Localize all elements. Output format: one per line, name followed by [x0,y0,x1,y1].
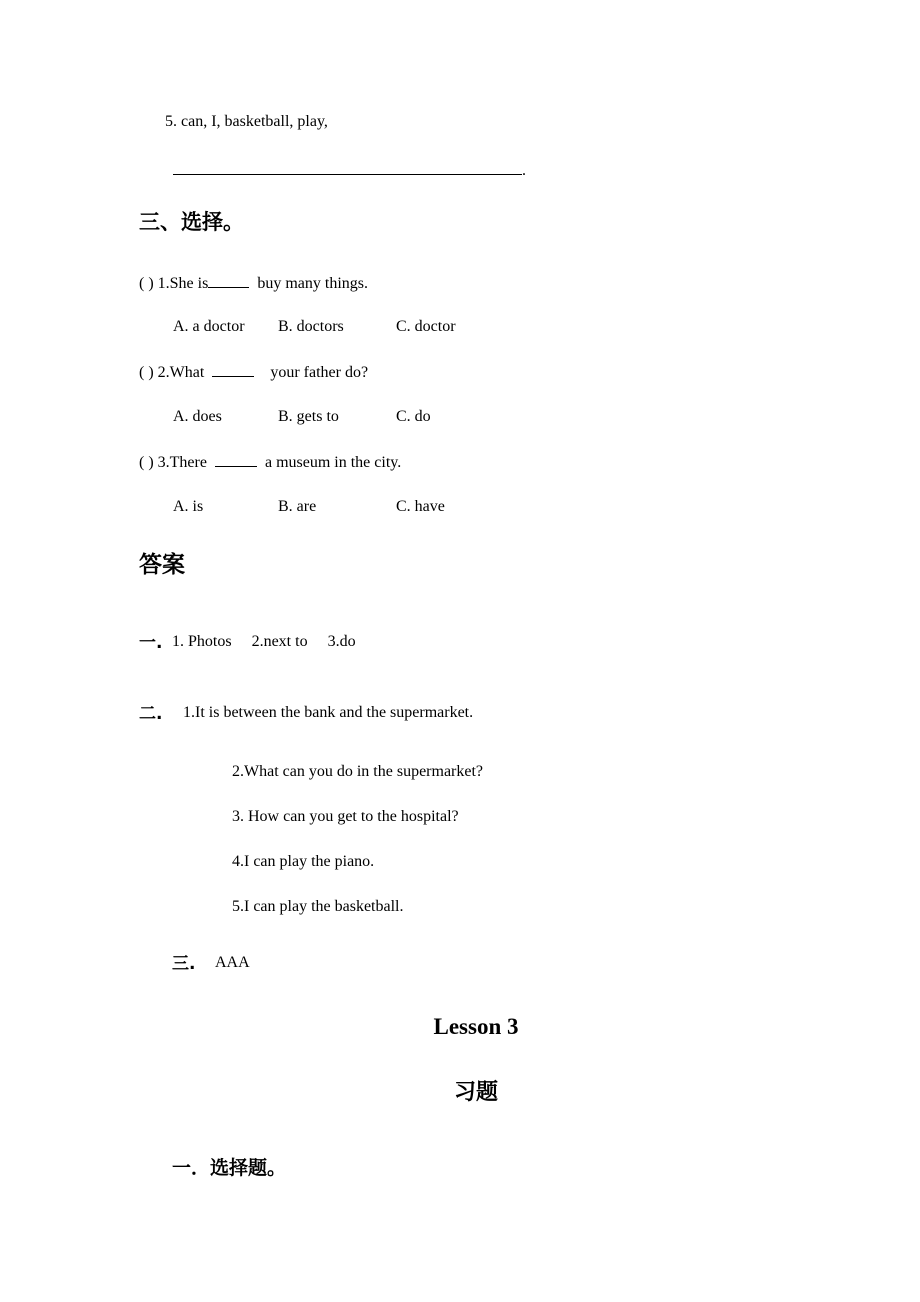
option-a: A. a doctor [173,318,245,335]
section-3-heading: 三、选择。 [139,210,244,234]
answer-item: 2.next to [251,633,308,650]
option-c: C. doctor [396,318,456,335]
question-5-prompt: 5. can, I, basketball, play, [165,113,328,130]
question-text: your father do? [270,364,369,381]
lesson-title: Lesson 3 [433,1014,519,1039]
answers-part-3-label: 三. [172,954,196,974]
fill-blank[interactable] [215,452,257,467]
answer-item: 1.It is between the bank and the supermarket. [183,704,474,721]
question-text: 1.She is [157,275,209,292]
option-a: A. does [173,408,222,425]
answer-paren[interactable]: ( ) [139,275,154,292]
answers-part-2-label: 二. [139,704,163,724]
option-a: A. is [173,498,204,515]
answer-line[interactable] [173,160,526,181]
lesson-subtitle: 习题 [453,1080,498,1105]
answer-item: 4.I can play the piano. [232,853,375,870]
answer-item: 3. How can you get to the hospital? [232,808,459,825]
answer-line-period: . [522,162,526,179]
option-b: B. doctors [278,318,344,335]
question-3 [139,452,401,473]
answer-item: 2.What can you do in the supermarket? [232,763,484,780]
question-text: 3.There [157,454,207,471]
answer-paren[interactable]: ( ) [139,364,154,381]
answer-item: 5.I can play the basketball. [232,898,404,915]
question-text: 2.What [157,364,205,381]
question-1 [139,273,368,294]
fill-blank[interactable] [212,362,254,377]
question-text: buy many things. [257,275,368,292]
question-text: a museum in the city. [264,454,402,471]
answer-paren[interactable]: ( ) [139,454,154,471]
answer-item: 3.do [327,633,356,650]
lesson-section-1-heading: 一．选择题。 [172,1157,287,1179]
option-c: C. do [396,408,431,425]
answer-item: 1. Photos [172,633,232,650]
answers-heading: 答案 [139,552,185,578]
option-b: B. are [278,498,317,515]
question-2 [139,362,368,383]
option-c: C. have [396,498,445,515]
answers-part-1 [172,632,356,652]
fill-blank[interactable] [208,273,249,288]
answer-item: AAA [215,954,250,971]
answers-part-1-label: 一. [139,633,163,653]
option-b: B. gets to [278,408,339,425]
